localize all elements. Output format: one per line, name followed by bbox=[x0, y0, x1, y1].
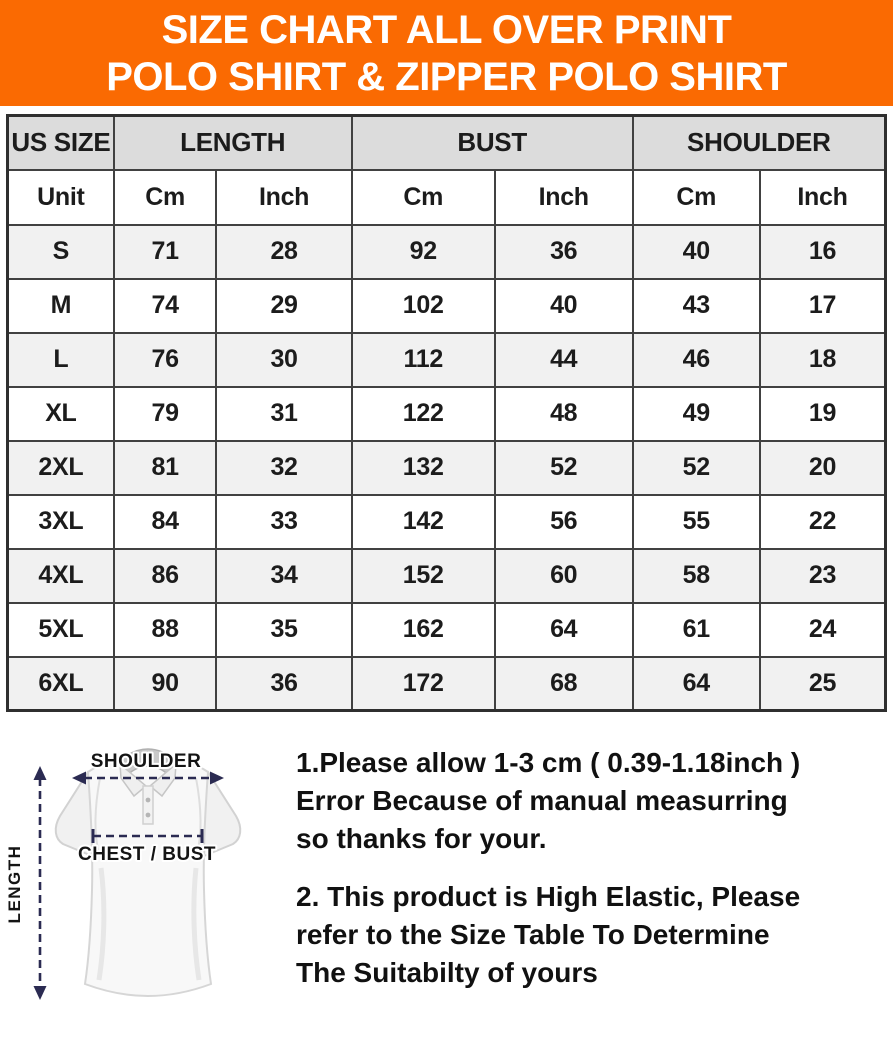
unit-cell-4-inch: Inch bbox=[495, 170, 633, 225]
title-line-1: SIZE CHART ALL OVER PRINT bbox=[161, 7, 732, 52]
size-row-5xl bbox=[8, 603, 886, 657]
shirt-placket bbox=[143, 786, 153, 824]
size-value: 79 bbox=[114, 387, 217, 441]
size-value: 24 bbox=[760, 603, 886, 657]
length-label: LENGTH bbox=[5, 844, 24, 924]
size-value: 29 bbox=[216, 279, 351, 333]
size-label: 3XL bbox=[8, 495, 114, 549]
size-value: 20 bbox=[760, 441, 886, 495]
size-value: 33 bbox=[216, 495, 351, 549]
size-table bbox=[6, 114, 887, 712]
size-label: S bbox=[8, 225, 114, 279]
size-value: 122 bbox=[352, 387, 495, 441]
size-value: 36 bbox=[216, 657, 351, 711]
size-value: 102 bbox=[352, 279, 495, 333]
size-row-6xl bbox=[8, 657, 886, 711]
note-2-line-2: refer to the Size Table To Determine bbox=[296, 919, 770, 950]
size-row-3xl bbox=[8, 495, 886, 549]
size-label: 5XL bbox=[8, 603, 114, 657]
title-banner bbox=[0, 0, 893, 106]
size-value: 152 bbox=[352, 549, 495, 603]
size-value: 46 bbox=[633, 333, 760, 387]
size-value: 25 bbox=[760, 657, 886, 711]
size-value: 17 bbox=[760, 279, 886, 333]
unit-row bbox=[8, 170, 886, 225]
size-value: 71 bbox=[114, 225, 217, 279]
shoulder-label: SHOULDER bbox=[90, 751, 202, 772]
size-value: 23 bbox=[760, 549, 886, 603]
size-value: 112 bbox=[352, 333, 495, 387]
bottom-section bbox=[0, 712, 893, 1036]
size-value: 142 bbox=[352, 495, 495, 549]
note-2-line-1: 2. This product is High Elastic, Please bbox=[296, 881, 801, 912]
size-value: 64 bbox=[495, 603, 633, 657]
size-value: 34 bbox=[216, 549, 351, 603]
notes-block bbox=[292, 718, 893, 1012]
size-value: 55 bbox=[633, 495, 760, 549]
size-row-m bbox=[8, 279, 886, 333]
column-header-shoulder: SHOULDER bbox=[633, 116, 886, 170]
size-value: 84 bbox=[114, 495, 217, 549]
size-value: 22 bbox=[760, 495, 886, 549]
unit-cell-5-cm: Cm bbox=[633, 170, 760, 225]
unit-cell-1-cm: Cm bbox=[114, 170, 217, 225]
unit-cell-2-inch: Inch bbox=[216, 170, 351, 225]
size-row-xl bbox=[8, 387, 886, 441]
size-value: 86 bbox=[114, 549, 217, 603]
size-value: 44 bbox=[495, 333, 633, 387]
unit-cell-6-inch: Inch bbox=[760, 170, 886, 225]
column-header-us-size: US SIZE bbox=[8, 116, 114, 170]
size-value: 92 bbox=[352, 225, 495, 279]
size-label: 4XL bbox=[8, 549, 114, 603]
size-value: 60 bbox=[495, 549, 633, 603]
size-value: 90 bbox=[114, 657, 217, 711]
size-value: 52 bbox=[495, 441, 633, 495]
note-1 bbox=[296, 744, 883, 858]
size-row-s bbox=[8, 225, 886, 279]
size-value: 56 bbox=[495, 495, 633, 549]
note-1-line-2: Error Because of manual measurring bbox=[296, 785, 788, 816]
chest-label: CHEST / BUST bbox=[78, 844, 216, 865]
size-value: 35 bbox=[216, 603, 351, 657]
note-1-line-3: so thanks for your. bbox=[296, 823, 547, 854]
size-value: 40 bbox=[633, 225, 760, 279]
size-label: M bbox=[8, 279, 114, 333]
size-table-body bbox=[8, 225, 886, 711]
size-value: 76 bbox=[114, 333, 217, 387]
size-value: 88 bbox=[114, 603, 217, 657]
title-line-2: POLO SHIRT & ZIPPER POLO SHIRT bbox=[106, 54, 787, 99]
column-group-row bbox=[8, 116, 886, 170]
size-value: 162 bbox=[352, 603, 495, 657]
size-row-l bbox=[8, 333, 886, 387]
size-value: 32 bbox=[216, 441, 351, 495]
column-header-length: LENGTH bbox=[114, 116, 352, 170]
length-measure-arrow bbox=[34, 766, 47, 1000]
note-1-line-1: 1.Please allow 1-3 cm ( 0.39-1.18inch ) bbox=[296, 747, 801, 778]
size-value: 64 bbox=[633, 657, 760, 711]
size-label: XL bbox=[8, 387, 114, 441]
shirt-button-1 bbox=[146, 798, 151, 803]
size-row-4xl bbox=[8, 549, 886, 603]
size-value: 48 bbox=[495, 387, 633, 441]
polo-shirt-diagram bbox=[0, 718, 292, 1036]
size-label: L bbox=[8, 333, 114, 387]
note-2-line-3: The Suitabilty of yours bbox=[296, 957, 598, 988]
size-value: 68 bbox=[495, 657, 633, 711]
size-label: 6XL bbox=[8, 657, 114, 711]
size-label: 2XL bbox=[8, 441, 114, 495]
size-value: 61 bbox=[633, 603, 760, 657]
unit-label: Unit bbox=[8, 170, 114, 225]
size-value: 58 bbox=[633, 549, 760, 603]
size-value: 43 bbox=[633, 279, 760, 333]
polo-shirt-figure bbox=[0, 718, 292, 1036]
size-value: 172 bbox=[352, 657, 495, 711]
size-value: 31 bbox=[216, 387, 351, 441]
size-value: 36 bbox=[495, 225, 633, 279]
size-value: 52 bbox=[633, 441, 760, 495]
size-value: 74 bbox=[114, 279, 217, 333]
size-value: 16 bbox=[760, 225, 886, 279]
size-value: 81 bbox=[114, 441, 217, 495]
size-value: 19 bbox=[760, 387, 886, 441]
size-value: 132 bbox=[352, 441, 495, 495]
size-value: 49 bbox=[633, 387, 760, 441]
size-value: 18 bbox=[760, 333, 886, 387]
shirt-button-2 bbox=[146, 813, 151, 818]
note-2 bbox=[296, 878, 883, 992]
size-value: 28 bbox=[216, 225, 351, 279]
size-row-2xl bbox=[8, 441, 886, 495]
column-header-bust: BUST bbox=[352, 116, 633, 170]
unit-cell-3-cm: Cm bbox=[352, 170, 495, 225]
size-value: 40 bbox=[495, 279, 633, 333]
size-value: 30 bbox=[216, 333, 351, 387]
